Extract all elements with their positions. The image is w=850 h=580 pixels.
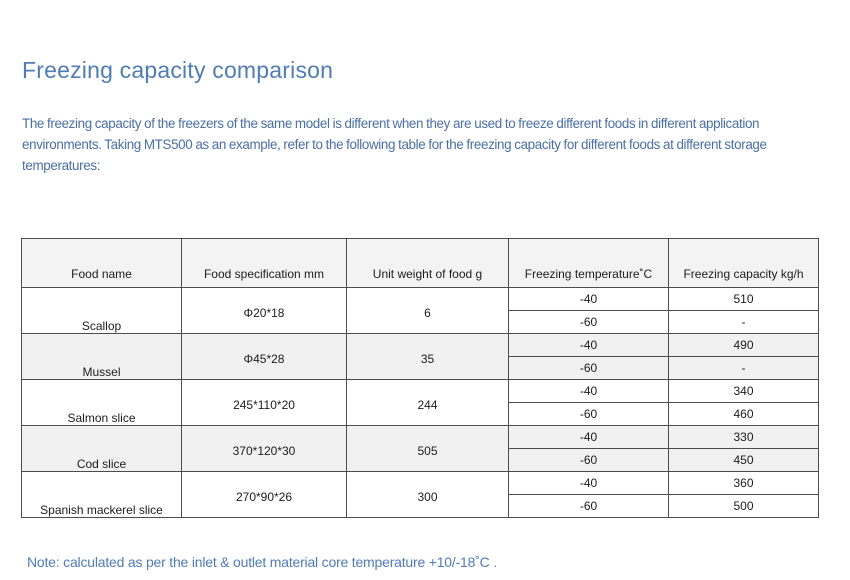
table-row — [22, 380, 819, 403]
header-unit-weight: Unit weight of food g — [347, 239, 509, 288]
unit-weight-value: 6 — [424, 306, 431, 320]
table-row — [22, 426, 819, 449]
food-spec-value: 370*120*30 — [232, 444, 296, 458]
food-spec-value: 245*110*20 — [233, 398, 295, 412]
food-spec-cell — [182, 472, 347, 518]
header-food-spec: Food specification mm — [182, 239, 347, 288]
capacity-cell: 450 — [669, 449, 819, 472]
footnote: Note: calculated as per the inlet & outlet material core temperature +10/-18˚C . — [27, 554, 497, 570]
food-spec-value: 270*90*26 — [235, 490, 293, 504]
food-name-cell: Salmon slice — [22, 380, 182, 426]
food-spec-value: Φ45*28 — [243, 352, 285, 366]
unit-weight-cell — [347, 288, 509, 334]
table-header-row — [22, 239, 819, 288]
food-name-cell: Scallop — [22, 288, 182, 334]
unit-weight-cell — [347, 426, 509, 472]
temp-cell: -60 — [509, 311, 669, 334]
table-row — [22, 334, 819, 357]
intro-paragraph: The freezing capacity of the freezers of the same model is different when they are used to freeze different foods in different application environments. Taking MTS500 as an example, refer to the following table for the freezing capacity for different foods at different storage temperatures: — [22, 116, 767, 174]
capacity-cell: 490 — [669, 334, 819, 357]
table-row — [22, 288, 819, 311]
food-spec-cell — [182, 334, 347, 380]
temp-cell: -40 — [509, 288, 669, 311]
temp-cell: -40 — [509, 426, 669, 449]
temp-cell: -40 — [509, 334, 669, 357]
food-spec-cell — [182, 426, 347, 472]
unit-weight-value: 300 — [417, 490, 438, 504]
unit-weight-cell — [347, 380, 509, 426]
temp-cell: -60 — [509, 495, 669, 518]
capacity-cell: 360 — [669, 472, 819, 495]
header-freezing-temp: Freezing temperature˚C — [509, 239, 669, 288]
capacity-cell: 500 — [669, 495, 819, 518]
capacity-cell: 340 — [669, 380, 819, 403]
capacity-cell: 460 — [669, 403, 819, 426]
temp-cell: -60 — [509, 449, 669, 472]
food-name-cell: Mussel — [22, 334, 182, 380]
food-spec-cell — [182, 288, 347, 334]
temp-cell: -40 — [509, 472, 669, 495]
food-name-cell: Cod slice — [22, 426, 182, 472]
unit-weight-value: 35 — [420, 352, 435, 366]
table-row — [22, 472, 819, 495]
unit-weight-cell — [347, 472, 509, 518]
unit-weight-value: 505 — [417, 444, 438, 458]
header-food-name: Food name — [22, 239, 182, 288]
capacity-cell: 510 — [669, 288, 819, 311]
freezing-capacity-table — [21, 238, 819, 518]
capacity-cell: 330 — [669, 426, 819, 449]
header-freezing-capacity: Freezing capacity kg/h — [669, 239, 819, 288]
capacity-cell: - — [669, 357, 819, 380]
capacity-cell: - — [669, 311, 819, 334]
temp-cell: -60 — [509, 357, 669, 380]
food-name-cell: Spanish mackerel slice — [22, 472, 182, 518]
temp-cell: -60 — [509, 403, 669, 426]
unit-weight-value: 244 — [417, 398, 438, 412]
food-spec-cell — [182, 380, 347, 426]
food-spec-value: Φ20*18 — [243, 306, 285, 320]
page-title: Freezing capacity comparison — [22, 57, 334, 84]
unit-weight-cell — [347, 334, 509, 380]
temp-cell: -40 — [509, 380, 669, 403]
